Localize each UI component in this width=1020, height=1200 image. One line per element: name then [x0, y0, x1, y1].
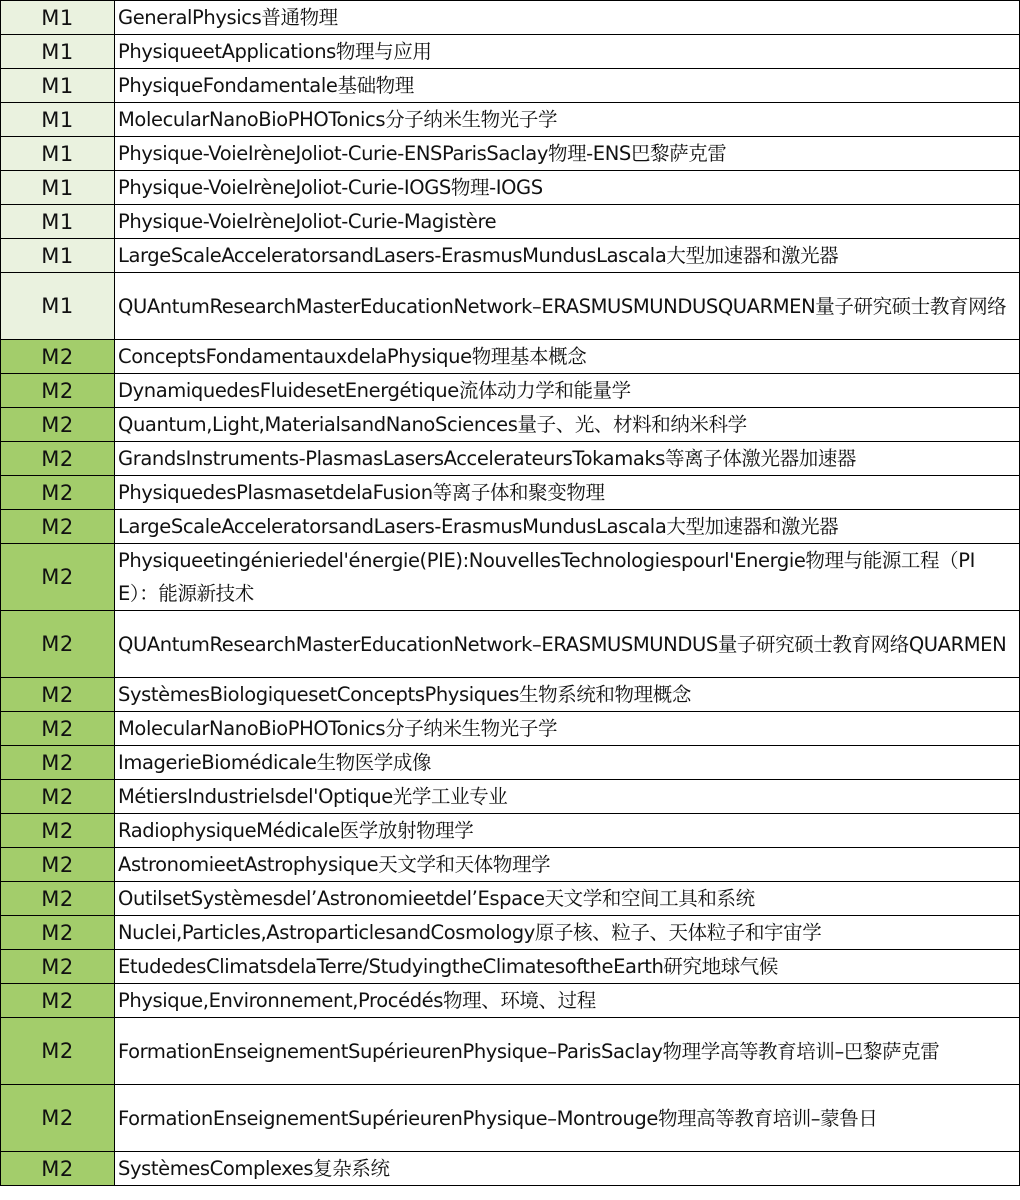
level-cell: M2 [1, 374, 115, 408]
level-cell: M2 [1, 814, 115, 848]
program-name-cell: OutilsetSystèmesdel’Astronomieetdel’Espace天文学和空间工具和系统 [115, 882, 1020, 916]
table-row [1, 882, 1020, 916]
table-row [1, 205, 1020, 239]
program-name-cell: MolecularNanoBioPHOTonics分子纳米生物光子学 [115, 103, 1020, 137]
level-cell: M1 [1, 171, 115, 205]
table-row [1, 1085, 1020, 1152]
table-row [1, 916, 1020, 950]
level-cell: M1 [1, 69, 115, 103]
level-cell: M1 [1, 137, 115, 171]
level-cell: M2 [1, 544, 115, 611]
level-cell: M2 [1, 442, 115, 476]
table-row [1, 510, 1020, 544]
table-row [1, 950, 1020, 984]
level-cell: M2 [1, 611, 115, 678]
table-row [1, 273, 1020, 340]
program-name-cell: AstronomieetAstrophysique天文学和天体物理学 [115, 848, 1020, 882]
program-name-cell: Physique-VoieIrèneJoliot-Curie-IOGS物理-IOGS [115, 171, 1020, 205]
table-row [1, 340, 1020, 374]
level-cell: M2 [1, 712, 115, 746]
table-row [1, 1, 1020, 35]
program-name-cell: MétiersIndustrielsdel'Optique光学工业专业 [115, 780, 1020, 814]
table-row [1, 408, 1020, 442]
program-name-cell: ImagerieBiomédicale生物医学成像 [115, 746, 1020, 780]
table-row [1, 712, 1020, 746]
program-name-cell: PhysiqueFondamentale基础物理 [115, 69, 1020, 103]
table-row [1, 746, 1020, 780]
program-name-cell: LargeScaleAcceleratorsandLasers-ErasmusMundusLascala大型加速器和激光器 [115, 239, 1020, 273]
program-name-cell: FormationEnseignementSupérieurenPhysique–ParisSaclay物理学高等教育培训–巴黎萨克雷 [115, 1018, 1020, 1085]
level-cell: M1 [1, 1, 115, 35]
table-row [1, 374, 1020, 408]
program-name-cell: DynamiquedesFluidesetEnergétique流体动力学和能量学 [115, 374, 1020, 408]
level-cell: M2 [1, 984, 115, 1018]
program-name-cell: PhysiqueetApplications物理与应用 [115, 35, 1020, 69]
table-row [1, 848, 1020, 882]
program-name-cell: EtudedesClimatsdelaTerre/StudyingtheClimatesoftheEarth研究地球气候 [115, 950, 1020, 984]
table-row [1, 984, 1020, 1018]
level-cell: M2 [1, 780, 115, 814]
level-cell: M1 [1, 205, 115, 239]
level-cell: M1 [1, 273, 115, 340]
program-name-cell: SystèmesBiologiquesetConceptsPhysiques生物系统和物理概念 [115, 678, 1020, 712]
level-cell: M2 [1, 746, 115, 780]
program-name-cell: ConceptsFondamentauxdelaPhysique物理基本概念 [115, 340, 1020, 374]
table-row [1, 814, 1020, 848]
program-name-cell: FormationEnseignementSupérieurenPhysique–Montrouge物理高等教育培训–蒙鲁日 [115, 1085, 1020, 1152]
program-name-cell: MolecularNanoBioPHOTonics分子纳米生物光子学 [115, 712, 1020, 746]
table-row [1, 678, 1020, 712]
level-cell: M2 [1, 476, 115, 510]
level-cell: M2 [1, 1085, 115, 1152]
level-cell: M2 [1, 1152, 115, 1186]
table-row [1, 103, 1020, 137]
program-name-cell: Physique,Environnement,Procédés物理、环境、过程 [115, 984, 1020, 1018]
level-cell: M2 [1, 882, 115, 916]
table-row [1, 69, 1020, 103]
table-row [1, 442, 1020, 476]
program-name-cell: RadiophysiqueMédicale医学放射物理学 [115, 814, 1020, 848]
level-cell: M2 [1, 510, 115, 544]
level-cell: M2 [1, 340, 115, 374]
program-table-body [1, 1, 1020, 1186]
program-name-cell: PhysiquedesPlasmasetdelaFusion等离子体和聚变物理 [115, 476, 1020, 510]
table-row [1, 1018, 1020, 1085]
program-name-cell: QUAntumResearchMasterEducationNetwork–ERASMUSMUNDUSQUARMEN量子研究硕士教育网络 [115, 273, 1020, 340]
program-name-cell: Physiqueetingénieriedel'énergie(PIE):NouvellesTechnologiespourl'Energie物理与能源工程（PIE）：能源新技术 [115, 544, 1020, 611]
table-row [1, 35, 1020, 69]
table-row [1, 137, 1020, 171]
level-cell: M2 [1, 950, 115, 984]
program-name-cell: Physique-VoieIrèneJoliot-Curie-ENSParisSaclay物理-ENS巴黎萨克雷 [115, 137, 1020, 171]
level-cell: M1 [1, 239, 115, 273]
level-cell: M2 [1, 1018, 115, 1085]
table-row [1, 171, 1020, 205]
table-row [1, 611, 1020, 678]
program-name-cell: GeneralPhysics普通物理 [115, 1, 1020, 35]
table-row [1, 1152, 1020, 1186]
program-name-cell: SystèmesComplexes复杂系统 [115, 1152, 1020, 1186]
table-row [1, 476, 1020, 510]
program-name-cell: Nuclei,Particles,AstroparticlesandCosmology原子核、粒子、天体粒子和宇宙学 [115, 916, 1020, 950]
program-name-cell: GrandsInstruments-PlasmasLasersAccelerateursTokamaks等离子体激光器加速器 [115, 442, 1020, 476]
level-cell: M2 [1, 408, 115, 442]
table-row [1, 780, 1020, 814]
level-cell: M2 [1, 678, 115, 712]
program-name-cell: QUAntumResearchMasterEducationNetwork–ERASMUSMUNDUS量子研究硕士教育网络QUARMEN [115, 611, 1020, 678]
level-cell: M1 [1, 35, 115, 69]
program-name-cell: Physique-VoieIrèneJoliot-Curie-Magistère [115, 205, 1020, 239]
program-name-cell: Quantum,Light,MaterialsandNanoSciences量子、光、材料和纳米科学 [115, 408, 1020, 442]
table-row [1, 544, 1020, 611]
program-name-cell: LargeScaleAcceleratorsandLasers-ErasmusMundusLascala大型加速器和激光器 [115, 510, 1020, 544]
level-cell: M2 [1, 916, 115, 950]
table-row [1, 239, 1020, 273]
level-cell: M2 [1, 848, 115, 882]
level-cell: M1 [1, 103, 115, 137]
